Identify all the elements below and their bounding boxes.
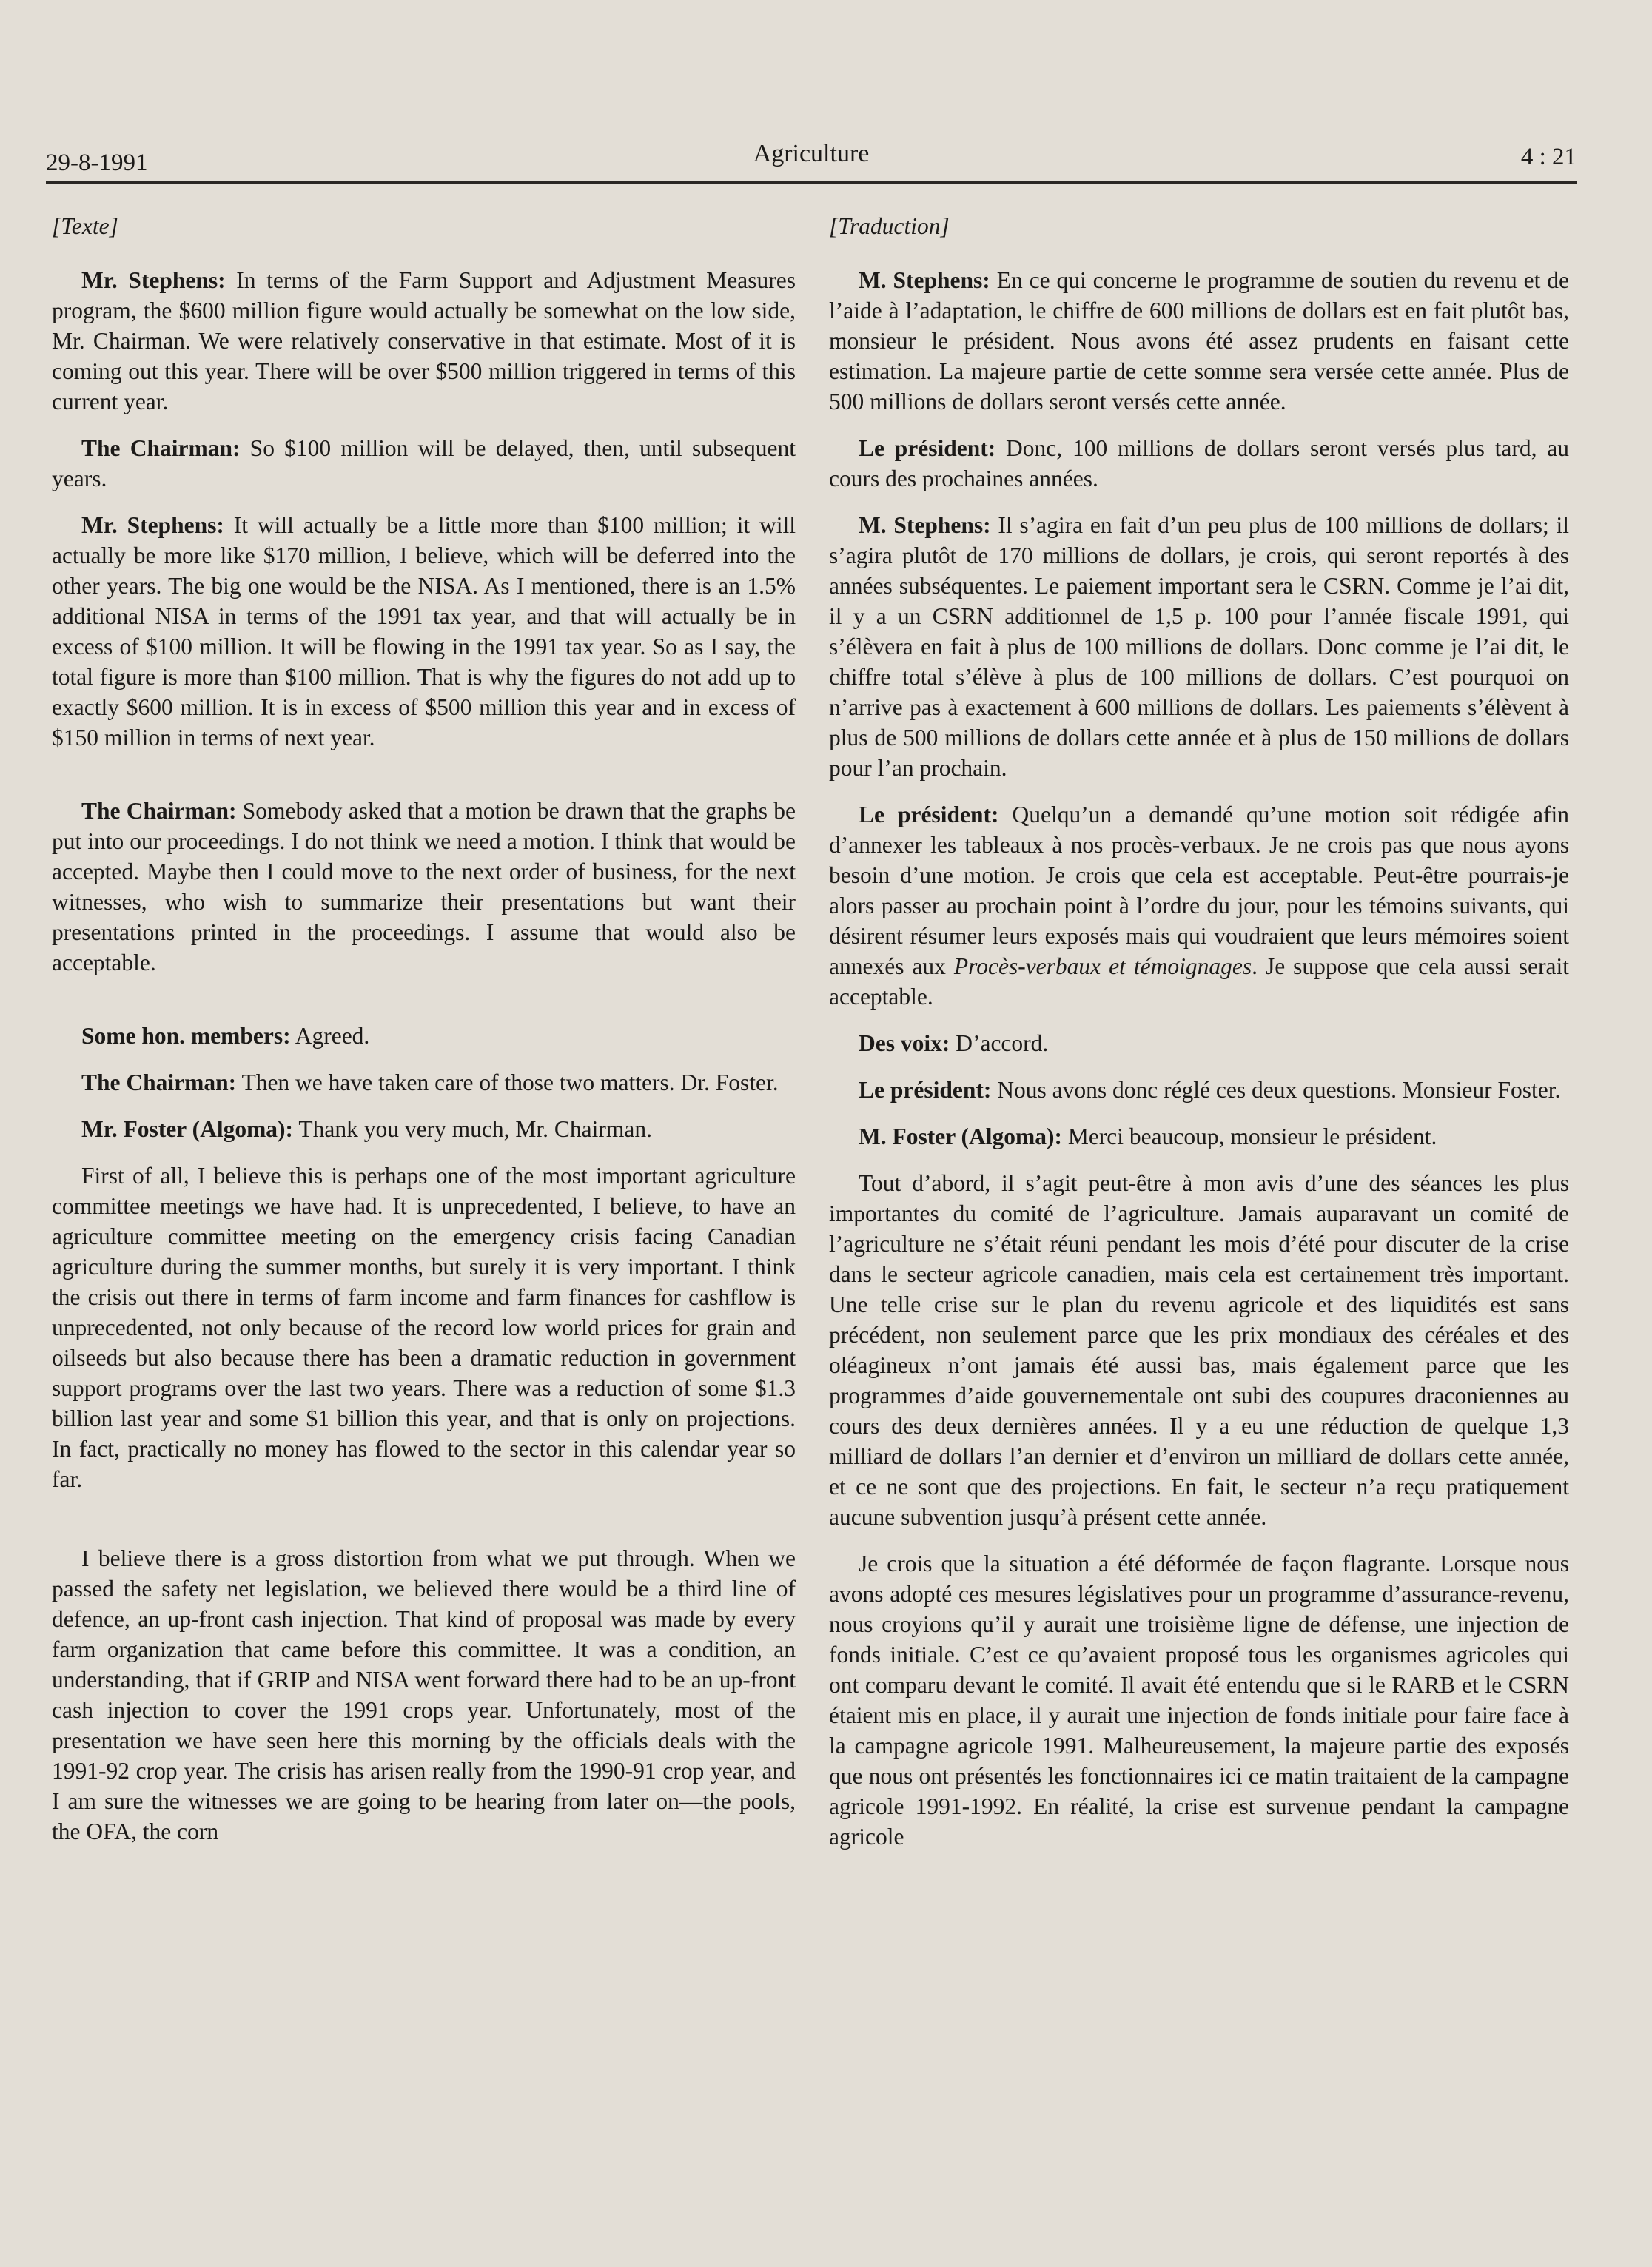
speech: It will actually be a little more than $100 million; it will actually be more like $170 million, I believe, which will be deferred into the other years. The big one would be the NISA. As I mentioned, there is an 1.5% additional NISA in terms of the 1991 tax year, and that will actually be in excess of $100 million. It will be flowing in the 1991 tax year. So as I say, the total figure is more than $100 million. That is why the figures do not add up to exactly $600 million. It is in excess of $500 million this year and in excess of $150 million in terms of next year. — [52, 512, 796, 750]
speaker: The Chairman: — [81, 798, 237, 824]
speech: So $100 million will be delayed, then, until subsequent years. — [52, 435, 796, 491]
paragraph — [829, 433, 1569, 494]
paragraph — [829, 1028, 1569, 1058]
paragraph — [829, 1168, 1569, 1532]
paragraph — [829, 1075, 1569, 1105]
column-marker: [Texte] — [52, 213, 118, 239]
paragraph — [52, 510, 796, 753]
speech: In terms of the Farm Support and Adjustment Measures program, the $600 million figure would actually be somewhat on the low side, Mr. Chairman. We were relatively conservative in that estimate. Most of it is coming out this year. There will be over $500 million triggered in terms of this current year. — [52, 267, 796, 414]
paragraph — [829, 1548, 1569, 1852]
paragraph — [52, 796, 796, 978]
speaker: The Chairman: — [81, 435, 241, 461]
speech: Il s’agira en fait d’un peu plus de 100 millions de dollars; il s’agira plutôt de 170 millions de dollars, je crois, qui seront reportés à des années subséquentes. Le paiement important sera le CSRN. Comme je l’ai dit, il y a un CSRN additionnel de 1,5 p. 100 pour l’année fiscale 1991, qui s’élèvera en fait à plus de 100 millions de dollars. Donc comme je l’ai dit, le chiffre total s’élève à plus de 100 millions de dollars. C’est pourquoi on n’arrive pas à exactement à 600 millions de dollars. Les paiements s’élèvent à plus de 500 millions de dollars cette année et à plus de 150 millions de dollars pour l’an prochain. — [829, 512, 1569, 781]
paragraph — [52, 1067, 796, 1098]
speaker: M. Stephens: — [859, 267, 990, 293]
speech: Tout d’abord, il s’agit peut-être à mon avis d’une des séances les plus importantes du comité de l’agriculture. Jamais auparavant un comité de l’agriculture ne s’était réuni pendant les mois d’été pour discuter de la crise dans le secteur agricole canadien, mais cela est certainement très important. Une telle crise sur le plan du revenu agricole et des liquidités est sans précédent, non seulement parce que les prix mondiaux des céréales et des oléagineux n’ont jamais été aussi bas, mais également parce que les programmes d’aide gouvernementale ont subi des coupures draconiennes au cours des deux dernières années. Il y a eu une réduction de quelque 1,3 milliard de dollars l’an dernier et d’environ un milliard de dollars cette année, et ce ne sont que des projections. En fait, le secteur n’a reçu pratiquement aucune subvention jusqu’à présent cette année. — [829, 1170, 1569, 1530]
paragraph — [52, 1114, 796, 1144]
speaker: Mr. Foster (Algoma): — [81, 1116, 294, 1142]
paragraph — [829, 799, 1569, 1012]
header-date: 29-8-1991 — [46, 150, 148, 176]
speech: Je crois que la situation a été déformée de façon flagrante. Lorsque nous avons adopté ces mesures législatives pour un programme d’assurance-revenu, nous croyions qu’il y aurait une troisième ligne de défense, une injection de fonds initiale. C’est ce qu’avaient proposé tous les organismes agricoles qui ont comparu devant le comité. Il avait été entendu que si le RARB et le CSRN étaient mis en place, il y aurait une injection de fonds initiale pour faire face à la campagne agricole 1991. Malheureusement, la majeure partie des exposés que nous ont présentés les fonctionnaires ici ce matin traitaient de la campagne agricole 1991-1992. En réalité, la crise est survenue pendant la campagne agricole — [829, 1551, 1569, 1850]
speaker: Le président: — [859, 435, 996, 461]
header-title: Agriculture — [753, 140, 870, 167]
speaker: Mr. Stephens: — [81, 267, 226, 293]
speech-tail: . Je suppose que cela aussi serait acceptable. — [829, 953, 1569, 1010]
speech: Merci beaucoup, monsieur le président. — [1061, 1124, 1437, 1149]
paragraph — [52, 1543, 796, 1847]
speaker: Mr. Stephens: — [81, 512, 224, 538]
speech: Thank you very much, Mr. Chairman. — [293, 1116, 653, 1142]
paragraph — [52, 1161, 796, 1494]
speaker: M. Foster (Algoma): — [859, 1124, 1062, 1149]
speaker: Some hon. members: — [81, 1023, 291, 1049]
italic-title: Procès-verbaux et témoignages — [953, 953, 1252, 979]
speech: First of all, I believe this is perhaps one of the most important agriculture committee meetings we have had. It is unprecedented, I believe, to have an agriculture committee meeting on the emergency crisis facing Canadian agriculture during the summer months, but surely it is very important. I think the crisis out there in terms of farm income and farm finances for cashflow is unprecedented, not only because of the record low world prices for grain and oilseeds but also because there has been a dramatic reduction in government support programs over the last two years. There was a reduction of some $1.3 billion last year and some $1 billion this year, and that is only on projections. In fact, practically no money has flowed to the sector in this calendar year so far. — [52, 1163, 796, 1492]
speech: I believe there is a gross distortion from what we put through. When we passed the safety net legislation, we believed there would be a third line of defence, an up-front cash injection. That kind of proposal was made by every farm organization that came before this committee. It was a condition, an understanding, that if GRIP and NISA went forward there had to be an up-front cash injection to cover the 1991 crops year. Unfortunately, most of the presentation we have seen here this morning by the officials deals with the 1991-92 crop year. The crisis has arisen really from the 1990-91 crop year, and I am sure the witnesses we are going to be hearing from later on—the pools, the OFA, the corn — [52, 1545, 796, 1844]
speech: Donc, 100 millions de dollars seront versés plus tard, au cours des prochaines années. — [829, 435, 1569, 491]
speech: Agreed. — [290, 1023, 370, 1049]
column-marker: [Traduction] — [829, 213, 950, 239]
speaker: Le président: — [859, 1077, 992, 1103]
paragraph — [52, 265, 796, 417]
paragraph — [829, 510, 1569, 783]
speech: Somebody asked that a motion be drawn that the graphs be put into our proceedings. I do not think we need a motion. I think that would be accepted. Maybe then I could move to the next order of business, for the next witnesses, who wish to summarize their presentations but want their presentations printed in the proceedings. I assume that would also be acceptable. — [52, 798, 796, 975]
page-header — [46, 122, 1577, 184]
speech: En ce qui concerne le programme de soutien du revenu et de l’aide à l’adaptation, le chiffre de 600 millions de dollars est en fait plutôt bas, monsieur le président. Nous avons été assez prudents en faisant cette estimation. La majeure partie de cette somme sera versée cette année. Plus de 500 millions de dollars seront versés cette année. — [829, 267, 1569, 414]
french-column — [829, 211, 1569, 2246]
english-column — [52, 211, 796, 2246]
paragraph — [829, 265, 1569, 417]
speaker: Des voix: — [859, 1030, 950, 1056]
paragraph — [52, 433, 796, 494]
speaker: M. Stephens: — [859, 512, 991, 538]
speaker: The Chairman: — [81, 1069, 237, 1095]
paragraph — [52, 1021, 796, 1051]
paragraph — [829, 1121, 1569, 1152]
speech: Then we have taken care of those two matters. Dr. Foster. — [236, 1069, 779, 1095]
header-page-number: 4 : 21 — [1520, 144, 1577, 170]
speech: Nous avons donc réglé ces deux questions. Monsieur Foster. — [991, 1077, 1561, 1103]
speech: Quelqu’un a demandé qu’une motion soit rédigée afin d’annexer les tableaux à nos procès-verbaux. Je ne crois pas que nous ayons besoin d’une motion. Je crois que cela est acceptable. Peut-être pourrais-je alors passer au prochain point à l’ordre du jour, pour les témoins suivants, qui désirent résumer leurs exposés mais qui voudraient que leurs mémoires soient annexés aux — [829, 802, 1569, 979]
speech: D’accord. — [950, 1030, 1049, 1056]
speaker: Le président: — [859, 802, 999, 827]
